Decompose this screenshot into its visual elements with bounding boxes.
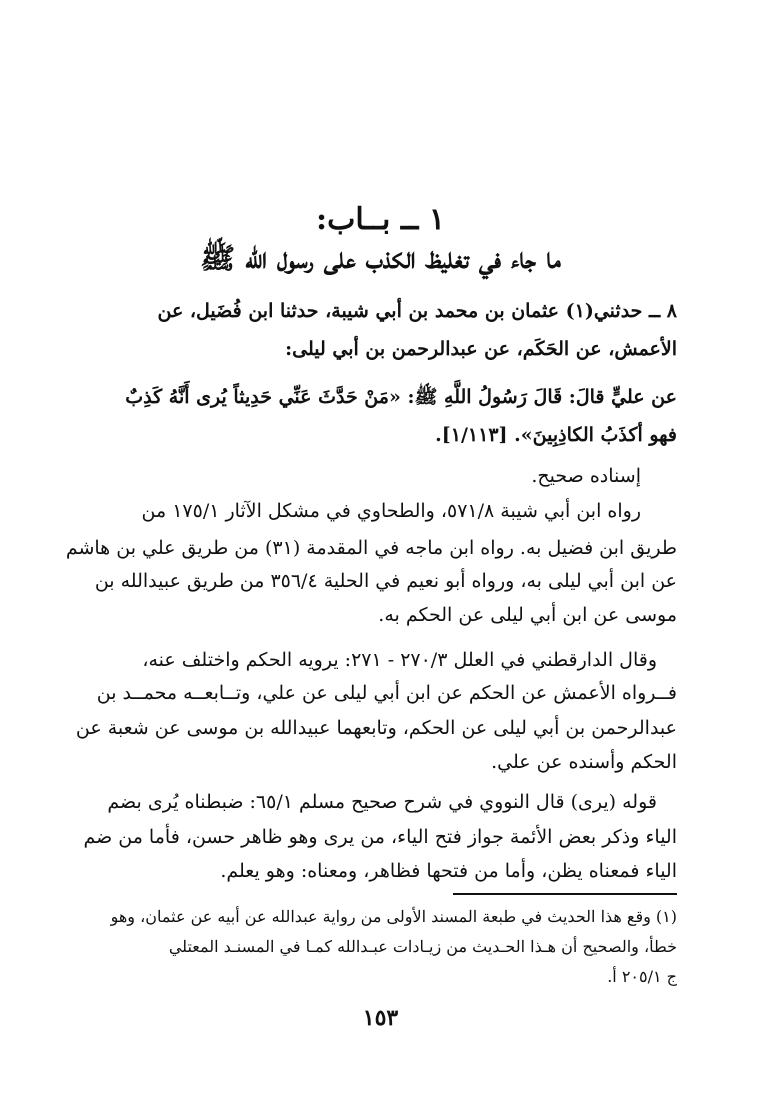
footnote-line: ج ٢٠٥/١ أ. [607, 967, 677, 986]
commentary-line: وقال الدارقطني في العلل ٢٧٠/٣ - ٢٧١: يرويه الحكم واختلف عنه، [142, 649, 657, 671]
commentary-line: قوله (يرى) قال النووي في شرح صحيح مسلم ٦٥/١: ضبطناه يُرى بضم [107, 791, 657, 813]
commentary-line: الياء فمعناه يظن، وأما من فتحها فظاهر، ومعناه: وهو يعلم. [220, 860, 677, 882]
chapter-title: ما جاء في تغليظ الكذب على رسول الله ﷺ [200, 241, 561, 275]
commentary-line: الياء وذكر بعض الأئمة جواز فتح الياء، من يرى وهو ظاهر حسن، فأما من ضم [83, 826, 677, 848]
commentary-line: موسى عن ابن أبي ليلى عن الحكم به. [378, 604, 677, 626]
hadith-text-line: عن عليٍّ قالَ: قَالَ رَسُولُ اللَّهِ ﷺ: «مَنْ حَدَّثَ عَنِّي حَدِيثاً يُرى أَنَّهُ كَذِبٌ [125, 386, 677, 408]
commentary-line: الحكم وأسنده عن علي. [491, 751, 677, 773]
isnad-grade: إسناده صحيح. [531, 465, 641, 487]
page-number: ١٥٣ [362, 1005, 399, 1031]
commentary-line: طريق ابن فضيل به. رواه ابن ماجه في المقدمة (٣١) من طريق علي بن هاشم [65, 537, 677, 559]
chapter-number: ١ ــ بــاب: [316, 202, 445, 237]
footnote-line: (١) وقع هذا الحديث في طبعة المسند الأولى من رواية عبدالله عن أبيه عن عثمان، وهو [110, 907, 677, 926]
commentary-line: فــرواه الأعمش عن الحكم عن ابن أبي ليلى عن علي، وتــابعــه محمــد بن [96, 682, 677, 704]
footnote-separator [453, 893, 677, 895]
hadith-text-line: فهو أكذَبُ الكاذِبِينَ». [١/١١٣]. [435, 424, 677, 446]
commentary-line: رواه ابن أبي شيبة ٥٧١/٨، والطحاوي في مشكل الآثار ١٧٥/١ من [141, 500, 641, 522]
hadith-chain-line: الأعمش، عن الحَكَم، عن عبدالرحمن بن أبي ليلى: [285, 338, 677, 360]
commentary-line: عن ابن أبي ليلى به، ورواه أبو نعيم في الحلية ٣٥٦/٤ من طريق عبيدالله بن [94, 570, 677, 592]
hadith-chain-line: ٨ ــ حدثني(١) عثمان بن محمد بن أبي شيبة، حدثنا ابن فُضَيل، عن [157, 300, 677, 322]
commentary-line: عبدالرحمن بن أبي ليلى عن الحكم، وتابعهما عبيدالله بن موسى عن شعبة عن [75, 717, 677, 739]
footnote-line: خطأ، والصحيح أن هـذا الحـديث من زيـادات عبـدالله كمـا في المسنـد المعتلي [168, 937, 677, 956]
